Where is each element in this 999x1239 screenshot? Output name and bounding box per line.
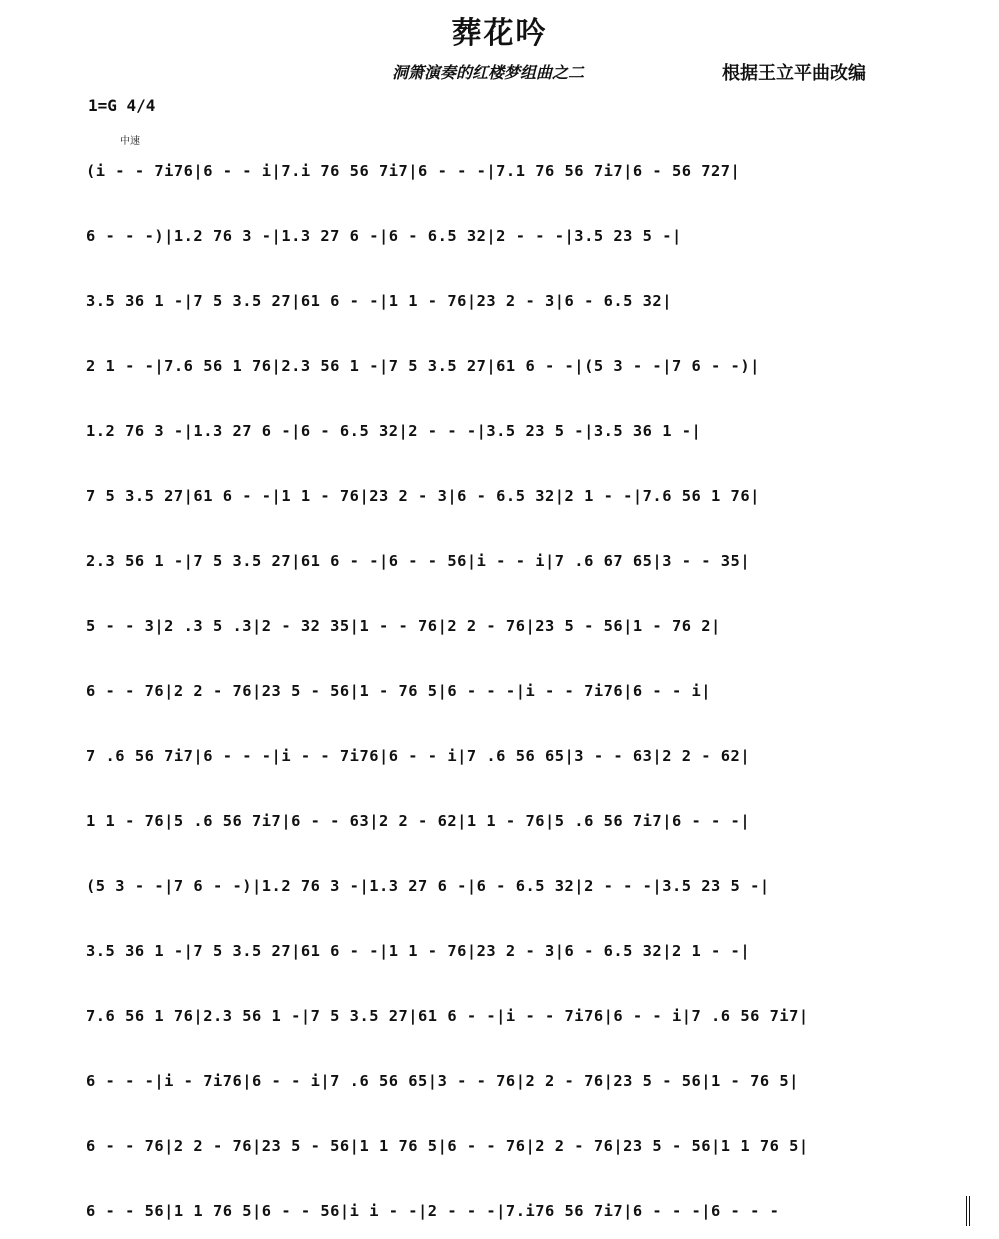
score-line: 7 5 3.5 27|61 6 - -|1 1 - 76|23 2 - 3|6 - 6.5 32|2 1 - -|7.6 56 1 76| bbox=[86, 487, 760, 505]
jianpu-score bbox=[86, 0, 966, 1239]
song-title: 葬花吟 bbox=[451, 16, 548, 51]
score-line: 5 - - 3|2 .3 5 .3|2 - 32 35|1 - - 76|2 2 - 76|23 5 - 56|1 - 76 2| bbox=[86, 617, 721, 635]
score-line: 6 - - 76|2 2 - 76|23 5 - 56|1 - 76 5|6 - - -|i - - 7i76|6 - - i| bbox=[86, 682, 712, 700]
score-line: 2 1 - -|7.6 56 1 76|2.3 56 1 -|7 5 3.5 27|61 6 - -|(5 3 - -|7 6 - -)| bbox=[86, 357, 760, 375]
tempo-marking: 中速 bbox=[120, 136, 140, 147]
score-line: 7.6 56 1 76|2.3 56 1 -|7 5 3.5 27|61 6 - -|i - - 7i76|6 - - i|7 .6 56 7i7| bbox=[86, 1007, 809, 1025]
score-line: 7 .6 56 7i7|6 - - -|i - - 7i76|6 - - i|7 .6 56 65|3 - - 63|2 2 - 62| bbox=[86, 747, 751, 765]
score-line: 6 - - 56|1 1 76 5|6 - - 56|i i - -|2 - - -|7.i76 56 7i7|6 - - -|6 - - - bbox=[86, 1196, 970, 1226]
key-signature: 1=G 4/4 bbox=[88, 96, 156, 115]
score-line: 1.2 76 3 -|1.3 27 6 -|6 - 6.5 32|2 - - -|3.5 23 5 -|3.5 36 1 -| bbox=[86, 422, 702, 440]
arranger-credit: 根据王立平曲改编 bbox=[722, 63, 866, 84]
score-line: (5 3 - -|7 6 - -)|1.2 76 3 -|1.3 27 6 -|6 - 6.5 32|2 - - -|3.5 23 5 -| bbox=[86, 877, 770, 895]
score-line: 6 - - -|i - 7i76|6 - - i|7 .6 56 65|3 - - 76|2 2 - 76|23 5 - 56|1 - 76 5| bbox=[86, 1072, 799, 1090]
score-line: 6 - - 76|2 2 - 76|23 5 - 56|1 1 76 5|6 - - 76|2 2 - 76|23 5 - 56|1 1 76 5| bbox=[86, 1137, 809, 1155]
subtitle: 洞箫演奏的红楼梦组曲之二 bbox=[392, 63, 585, 82]
score-line: 2.3 56 1 -|7 5 3.5 27|61 6 - -|6 - - 56|i - - i|7 .6 67 65|3 - - 35| bbox=[86, 552, 751, 570]
score-line: 1 1 - 76|5 .6 56 7i7|6 - - 63|2 2 - 62|1 1 - 76|5 .6 56 7i7|6 - - -| bbox=[86, 812, 751, 830]
score-line: 3.5 36 1 -|7 5 3.5 27|61 6 - -|1 1 - 76|23 2 - 3|6 - 6.5 32| bbox=[86, 292, 672, 310]
score-line: 3.5 36 1 -|7 5 3.5 27|61 6 - -|1 1 - 76|23 2 - 3|6 - 6.5 32|2 1 - -| bbox=[86, 942, 751, 960]
score-line: (i - - 7i76|6 - - i|7.i 76 56 7i7|6 - - -|7.1 76 56 7i7|6 - 56 727| bbox=[86, 162, 741, 180]
score-line: 6 - - -)|1.2 76 3 -|1.3 27 6 -|6 - 6.5 32|2 - - -|3.5 23 5 -| bbox=[86, 227, 682, 245]
